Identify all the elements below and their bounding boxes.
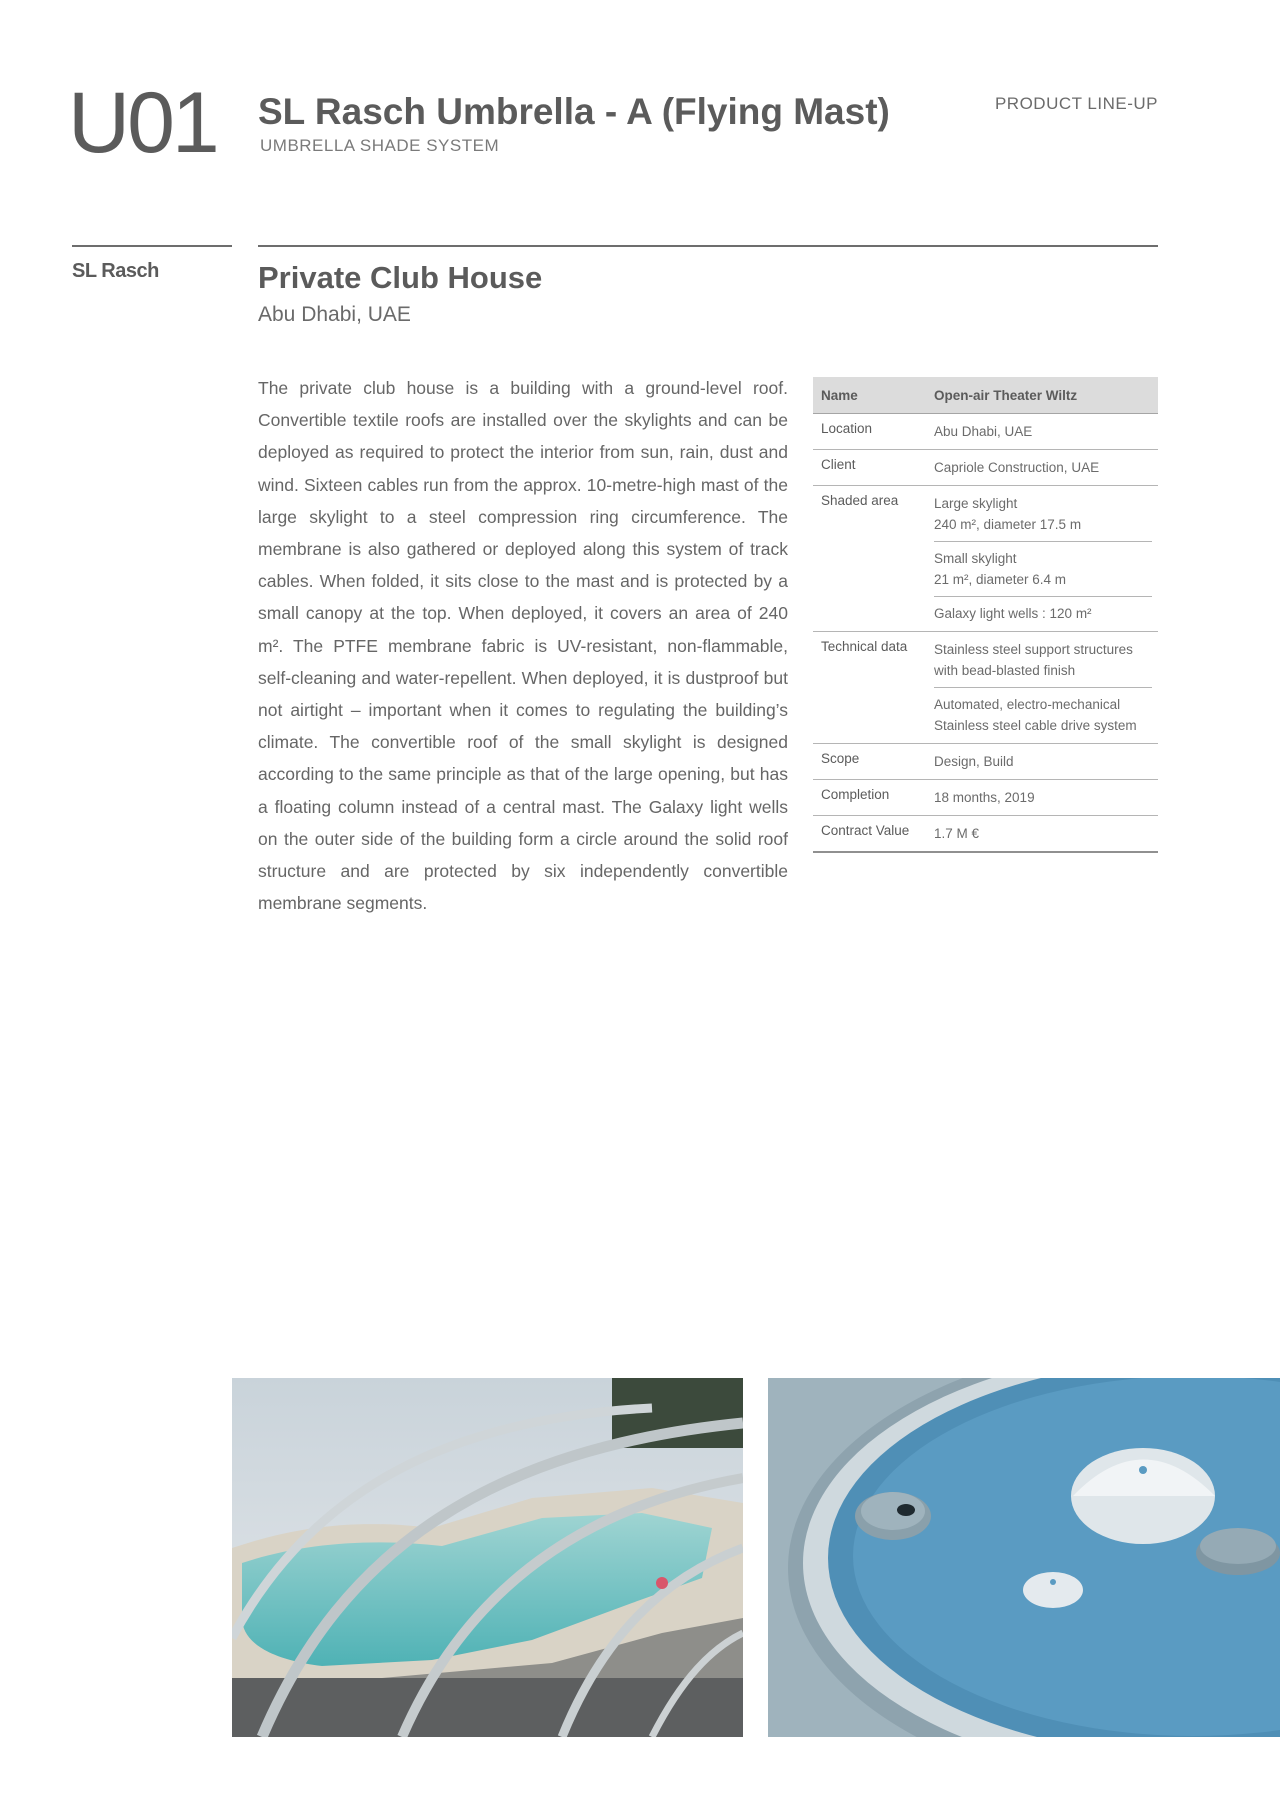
section-label: PRODUCT LINE-UP: [994, 94, 1158, 113]
spec-line: 240 m², diameter 17.5 m: [934, 517, 1082, 532]
spec-value-group: [934, 486, 1158, 631]
spec-key: Technical data: [821, 639, 908, 654]
project-description: The private club house is a building with a ground-level roof. Convertible textile roofs are installed over the skylights and can be deployed as required to protect the interior from sun, rain, dust and wind. Sixteen cables run from the approx. 10-metre-high mast of the large skylight to a steel compression ring circumference. The membrane is also gathered or deployed along this system of track cables. When folded, it sits close to the mast and is protected by a small canopy at the top. When deployed, it covers an area of 240 m². The PTFE membrane fabric is UV-resistant, non-flammable, self-cleaning and water-repellent. When deployed, it is dustproof but not airtight – important when it comes to regulating the building’s climate. The convertible roof of the small skylight is designed according to the same principle as that of the large opening, but has a floating column instead of a central mast. The Galaxy light wells on the outer side of the building form a circle around the solid roof structure and are protected by six independently convertible membrane segments.: [258, 378, 788, 914]
brand-label: SL Rasch: [72, 260, 159, 282]
spec-line: Stainless steel support structures: [934, 642, 1133, 657]
spec-value: 18 months, 2019: [934, 790, 1035, 805]
spec-line: Stainless steel cable drive system: [934, 718, 1137, 733]
spec-key: Contract Value: [821, 823, 910, 838]
project-location: Abu Dhabi, UAE: [258, 303, 411, 326]
spec-subvalue: [934, 597, 1152, 624]
roof-plan-render: [768, 1378, 1280, 1737]
spec-key: Location: [821, 421, 873, 436]
spec-table: [813, 377, 1158, 853]
spec-subvalue: [934, 542, 1152, 597]
spec-key: Client: [821, 457, 856, 472]
spec-value: Abu Dhabi, UAE: [934, 424, 1033, 439]
sidebar-divider: [72, 245, 232, 247]
spec-row-name: [813, 377, 1158, 414]
spec-value: 1.7 M €: [934, 826, 980, 841]
spec-row-scope: [813, 744, 1158, 780]
spec-key: Shaded area: [821, 493, 899, 508]
spec-value: Open-air Theater Wiltz: [934, 387, 1078, 403]
spec-row-contract-value: [813, 816, 1158, 853]
main-divider: [258, 245, 1158, 247]
spec-subvalue: [934, 688, 1152, 736]
spec-row-client: [813, 450, 1158, 486]
pool-enclosure-photo: [232, 1378, 743, 1737]
spec-key: Scope: [821, 751, 860, 766]
spec-subvalue: [934, 493, 1152, 542]
spec-line: Automated, electro-mechanical: [934, 697, 1121, 712]
spec-line: Small skylight: [934, 551, 1017, 566]
product-subtitle: UMBRELLA SHADE SYSTEM: [260, 136, 500, 155]
spec-key: Completion: [821, 787, 890, 802]
spec-row-technical-data: [813, 632, 1158, 744]
spec-value-group: [934, 632, 1158, 743]
spec-line: with bead-blasted finish: [934, 663, 1076, 678]
spec-value: Capriole Construction, UAE: [934, 460, 1100, 475]
product-code: U01: [68, 75, 217, 171]
product-title: SL Rasch Umbrella - A (Flying Mast): [258, 91, 890, 132]
spec-row-completion: [813, 780, 1158, 816]
spec-key: Name: [821, 387, 858, 403]
project-title: Private Club House: [258, 260, 543, 295]
spec-row-shaded-area: [813, 486, 1158, 632]
spec-value: Design, Build: [934, 754, 1014, 769]
spec-line: Galaxy light wells : 120 m²: [934, 606, 1092, 621]
spec-subvalue: [934, 639, 1152, 688]
spec-line: 21 m², diameter 6.4 m: [934, 572, 1067, 587]
spec-line: Large skylight: [934, 496, 1018, 511]
spec-row-location: [813, 414, 1158, 450]
